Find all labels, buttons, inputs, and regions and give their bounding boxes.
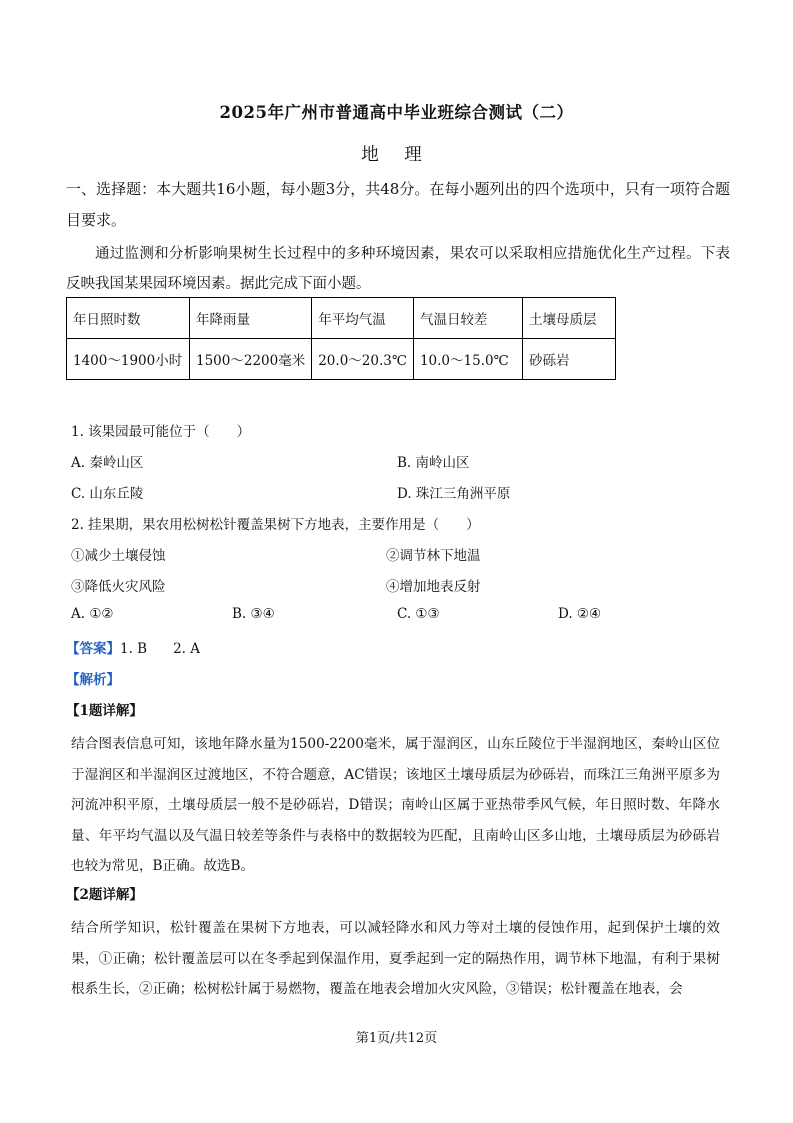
material-intro: 通过监测和分析影响果树生长过程中的多种环境因素，果农可以采取相应措施优化生产过程。下表反映我国某果园环境因素。据此完成下面小题。 [66,246,730,292]
question-1-stem: 1. 该果园最可能位于（ ） [71,424,251,440]
table-cell: 20.0～20.3℃ [312,339,414,380]
q2-statement-1: ①减少土壤侵蚀 [71,548,166,564]
answer-label: 【答案】 [66,641,120,657]
table-header-cell: 年平均气温 [312,298,414,339]
table-header-cell: 土壤母质层 [522,298,615,339]
q1-option-a: A. 秦岭山区 [71,455,144,471]
q2-option-a: A. ①② [71,606,114,622]
table-cell: 1400～1900小时 [67,339,190,380]
table-header-row [67,298,616,339]
environment-table [66,297,616,380]
detail-1-text: 结合图表信息可知，该地年降水量为1500-2200毫米，属于湿润区，山东丘陵位于半湿润地区，秦岭山区位于湿润区和半湿润区过渡地区，不符合题意，AC错误；该地区土壤母质层为砂砾岩，而珠江三角洲平原多为河流冲积平原，土壤母质层一般不是砂砾岩，D错误；南岭山区属于亚热带季风气候，年日照时数、年降水量、年平均气温以及气温日较差等条件与表格中的数据较为匹配，且南岭山区多山地，土壤母质层为砂砾岩也较为常见，B正确。故选B。 [71,736,720,875]
table-header-cell: 年降雨量 [190,298,312,339]
table-header-cell: 年日照时数 [67,298,190,339]
answer-2: 2. A [173,641,201,657]
q1-option-c: C. 山东丘陵 [71,486,144,502]
q2-statement-3: ③降低火灾风险 [71,579,166,595]
subject-title: 地 理 [361,145,432,165]
q2-option-d: D. ②④ [558,606,602,622]
q1-option-d: D. 珠江三角洲平原 [397,486,511,502]
answer-line [66,637,200,657]
detail-2-label: 【2题详解】 [66,887,143,903]
section-instructions: 一、选择题：本大题共16小题，每小题3分，共48分。在每小题列出的四个选项中，只有一项符合题目要求。 [66,180,730,229]
detail-2-text: 结合所学知识，松针覆盖在果树下方地表，可以减轻降水和风力等对土壤的侵蚀作用，起到保护土壤的效果，①正确；松针覆盖层可以在冬季起到保温作用，夏季起到一定的隔热作用，调节林下地温，有利于果树根系生长，②正确；松树松针属于易燃物，覆盖在地表会增加火灾风险，③错误；松针覆盖在地表，会 [71,920,720,998]
question-2-stem: 2. 挂果期，果农用松树松针覆盖果树下方地表，主要作用是（ ） [71,517,480,533]
q2-option-c: C. ①③ [397,606,440,622]
analysis-label: 【解析】 [66,672,120,688]
table-row [67,339,616,380]
q2-option-b: B. ③④ [232,606,275,622]
answer-1: 1. B [120,641,148,657]
q1-option-b: B. 南岭山区 [397,455,470,471]
table-cell: 1500～2200毫米 [190,339,312,380]
table-header-cell: 气温日较差 [413,298,522,339]
q2-statement-2: ②调节林下地温 [386,548,481,564]
table-cell: 10.0～15.0℃ [413,339,522,380]
table-cell: 砂砾岩 [522,339,615,380]
detail-1-label: 【1题详解】 [66,703,143,719]
q2-statement-4: ④增加地表反射 [386,579,481,595]
exam-title: 2025年广州市普通高中毕业班综合测试（二） [219,103,574,122]
page-footer: 第1页/共12页 [355,1031,438,1046]
